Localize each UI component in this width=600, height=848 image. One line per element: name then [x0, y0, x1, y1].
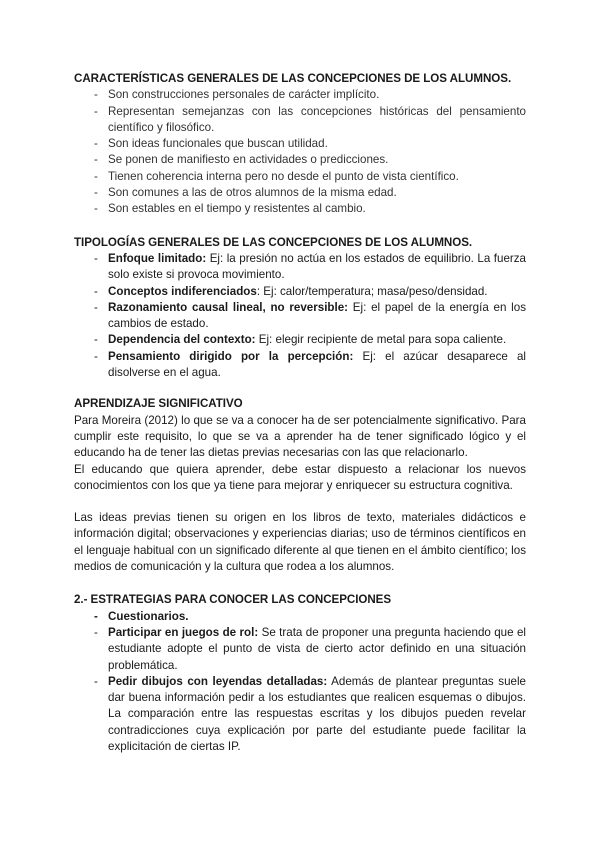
item-term: Participar en juegos de rol:: [108, 625, 259, 639]
list-item: [94, 349, 526, 382]
strategies-list: [74, 609, 526, 756]
item-text: Ej: la presión no actúa en los estados de equilibrio. La fuerza solo existe si provoca movimiento.: [108, 251, 526, 282]
item-term: Enfoque limitado:: [108, 251, 207, 265]
list-item: - Representan semejanzas con las concepciones históricas del pensamiento científico y filosófico.: [94, 104, 526, 137]
section-characteristics: [74, 71, 526, 218]
list-item: [94, 300, 526, 333]
item-text: Ej: elegir recipiente de metal para sopa caliente.: [255, 333, 507, 347]
list-item: [94, 674, 526, 755]
list-item: - Son estables en el tiempo y resistentes al cambio.: [94, 201, 526, 217]
item-term: Dependencia del contexto:: [108, 333, 256, 347]
section-heading-meaningful-learning: APRENDIZAJE SIGNIFICATIVO: [74, 397, 243, 411]
list-item: [94, 609, 526, 625]
section-heading-typologies: TIPOLOGÍAS GENERALES DE LAS CONCEPCIONES DE LOS ALUMNOS.: [74, 235, 473, 249]
list-item: - Son ideas funcionales que buscan utilidad.: [94, 136, 526, 152]
item-text: Además de plantear preguntas suele dar buena información pedir a los estudiantes que realicen esquemas o dibujos. La comparación entre las respuestas escritas y los dibujos pueden revelar contradicciones cuya explicación por parte del estudiante puede facilitar la explicitación de ciertas IP.: [108, 674, 526, 753]
item-text: Se trata de proponer una pregunta haciendo que el estudiante adopte el punto de vista de cierto actor definido en una situación problemática.: [108, 625, 527, 672]
list-item: - Tienen coherencia interna pero no desde el punto de vista científico.: [94, 169, 526, 185]
item-text: : Ej: calor/temperatura; masa/peso/densidad.: [256, 284, 488, 298]
item-text: Ej: el azúcar desaparece al disolverse en el agua.: [108, 349, 527, 380]
characteristics-list: [74, 87, 526, 217]
list-item: - Son construcciones personales de carácter implícito.: [94, 87, 526, 103]
item-text: Ej: el papel de la energía en los cambios de estado.: [108, 300, 526, 331]
section-heading-strategies: 2.- ESTRATEGIAS PARA CONOCER LAS CONCEPCIONES: [74, 593, 392, 607]
item-term: Cuestionarios.: [108, 609, 189, 623]
paragraph: El educando que quiera aprender, debe estar dispuesto a relacionar los nuevos conocimientos con los que ya tiene para mejorar y enriquecer su estructura cognitiva.: [74, 462, 526, 492]
section-strategies: [74, 592, 526, 755]
list-item: - Son comunes a las de otros alumnos de la misma edad.: [94, 185, 526, 201]
section-typologies: [74, 235, 526, 382]
item-term: Conceptos indiferenciados: [108, 284, 257, 298]
section-meaningful-learning: [74, 396, 526, 575]
list-item: [94, 625, 526, 674]
item-term: Razonamiento causal lineal, no reversible:: [108, 300, 349, 314]
list-item: [94, 332, 526, 348]
list-item: [94, 284, 526, 300]
item-term: Pedir dibujos con leyendas detalladas:: [108, 674, 328, 688]
list-item: [94, 251, 526, 284]
typologies-list: [74, 251, 526, 381]
item-term: Pensamiento dirigido por la percepción:: [108, 349, 354, 363]
list-item: - Se ponen de manifiesto en actividades o predicciones.: [94, 152, 526, 168]
paragraph: Las ideas previas tienen su origen en los libros de texto, materiales didácticos e información digital; observaciones y experiencias diarias; uso de términos científicos en el lenguaje habitual con un significado diferente al que tienen en el ámbito científico; los medios de comunicación y la cultura que rodea a los alumnos.: [74, 511, 526, 574]
paragraph: Para Moreira (2012) lo que se va a conocer ha de ser potencialmente significativo. Para cumplir este requisito, lo que se va a aprender ha de tener significado lógico y el educando ha de tener las dietas previas necesarias con las que relacionarlo.: [74, 413, 526, 460]
section-heading-characteristics: CARACTERÍSTICAS GENERALES DE LAS CONCEPCIONES DE LOS ALUMNOS.: [74, 72, 512, 85]
